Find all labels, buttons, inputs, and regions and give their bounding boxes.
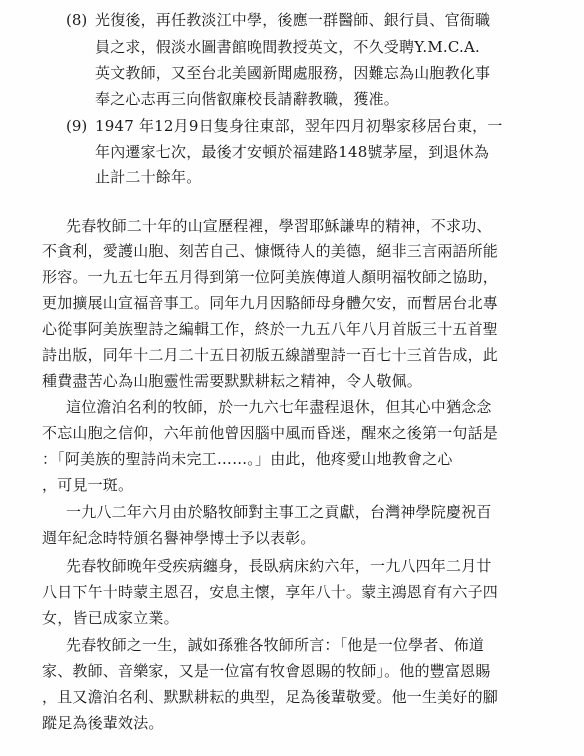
item-9-line-1: 1947 年12月9日隻身往東部，翌年四月初舉家移居台東，一 (95, 117, 503, 135)
para-2-line-2: 不忘山胞之信仰，六年前他曾因腦中風而昏迷，醒來之後第一句話是 (42, 424, 499, 442)
para-4-line-1: 先春牧師晚年受疾病纏身，長臥病床約六年，一九八四年二月廿 (66, 557, 492, 575)
item-8-line-4: 奉之心志再三向偕叡廉校長請辭教職，獲准。 (95, 90, 400, 108)
para-1-line-4: 更加擴展山宣福音事工。同年九月因駱師母身體欠安，而暫居台北專 (42, 294, 499, 312)
para-5-line-3: ，且又澹泊名利、默默耕耘的典型，足為後輩敬愛。他一生美好的腳 (42, 688, 499, 706)
para-2-line-3: ：「阿美族的聖詩尚未完工……。」由此，他疼愛山地教會之心 (42, 450, 453, 468)
para-3-line-1: 一九八二年六月由於駱牧師對主事工之貢獻，台灣神學院慶祝百 (66, 503, 492, 521)
item-8-number: (8) (66, 11, 88, 29)
item-9-line-3: 止計二十餘年。 (95, 168, 202, 186)
para-5-line-1: 先春牧師之一生，誠如孫雅各牧師所言：「他是一位學者、佈道 (66, 636, 485, 654)
item-9-number: (9) (66, 117, 88, 135)
para-1-line-6: 詩出版，同年十二月二十五日初版五線譜聖詩一百七十三首告成，此 (42, 346, 499, 364)
para-4-line-2: 八日下午十時蒙主恩召，安息主懷，享年八十。蒙主鴻恩育有六子四 (42, 583, 499, 601)
para-5-line-4: 蹤足為後輩效法。 (42, 714, 164, 732)
item-8-line-2: 員之求，假淡水圖書館晚間教授英文，不久受聘Y.M.C.A. (95, 38, 480, 56)
para-3-line-2: 週年紀念時特頒名譽神學博士予以表彰。 (42, 529, 316, 547)
para-1-line-3: 形容。一九五七年五月得到第一位阿美族傳道人顏明福牧師之協助， (42, 268, 499, 286)
para-1-line-2: 不貪利，愛護山胞、刻苦自己、慷慨待人的美德，絕非三言兩語所能 (42, 242, 499, 260)
para-2-line-1: 這位澹泊名利的牧師，於一九六七年盡程退休，但其心中猶念念 (66, 398, 492, 416)
para-1-line-5: 心從事阿美族聖詩之編輯工作，終於一九五八年八月首版三十五首聖 (42, 320, 499, 338)
para-1-line-7: 種費盡苦心為山胞靈性需要默默耕耘之精神，令人敬佩。 (42, 372, 423, 390)
para-2-line-4: ，可見一斑。 (42, 476, 134, 494)
item-8-line-1: 光復後，再任教淡江中學，後應一群醫師、銀行員、官衙職 (95, 11, 491, 29)
para-4-line-3: 女，皆已成家立業。 (42, 609, 179, 627)
para-5-line-2: 家、教師、音樂家，又是一位富有牧會恩賜的牧師」。他的豐富恩賜 (42, 662, 491, 680)
item-9-line-2: 年內遷家七次，最後才安頓於福建路148號茅屋，到退休為 (95, 143, 490, 161)
para-1-line-1: 先春牧師二十年的山宣歷程裡，學習耶穌謙卑的精神，不求功、 (66, 217, 492, 235)
item-8-line-3: 英文教師，又至台北美國新聞處服務，因難忘為山胞教化事 (95, 64, 491, 82)
